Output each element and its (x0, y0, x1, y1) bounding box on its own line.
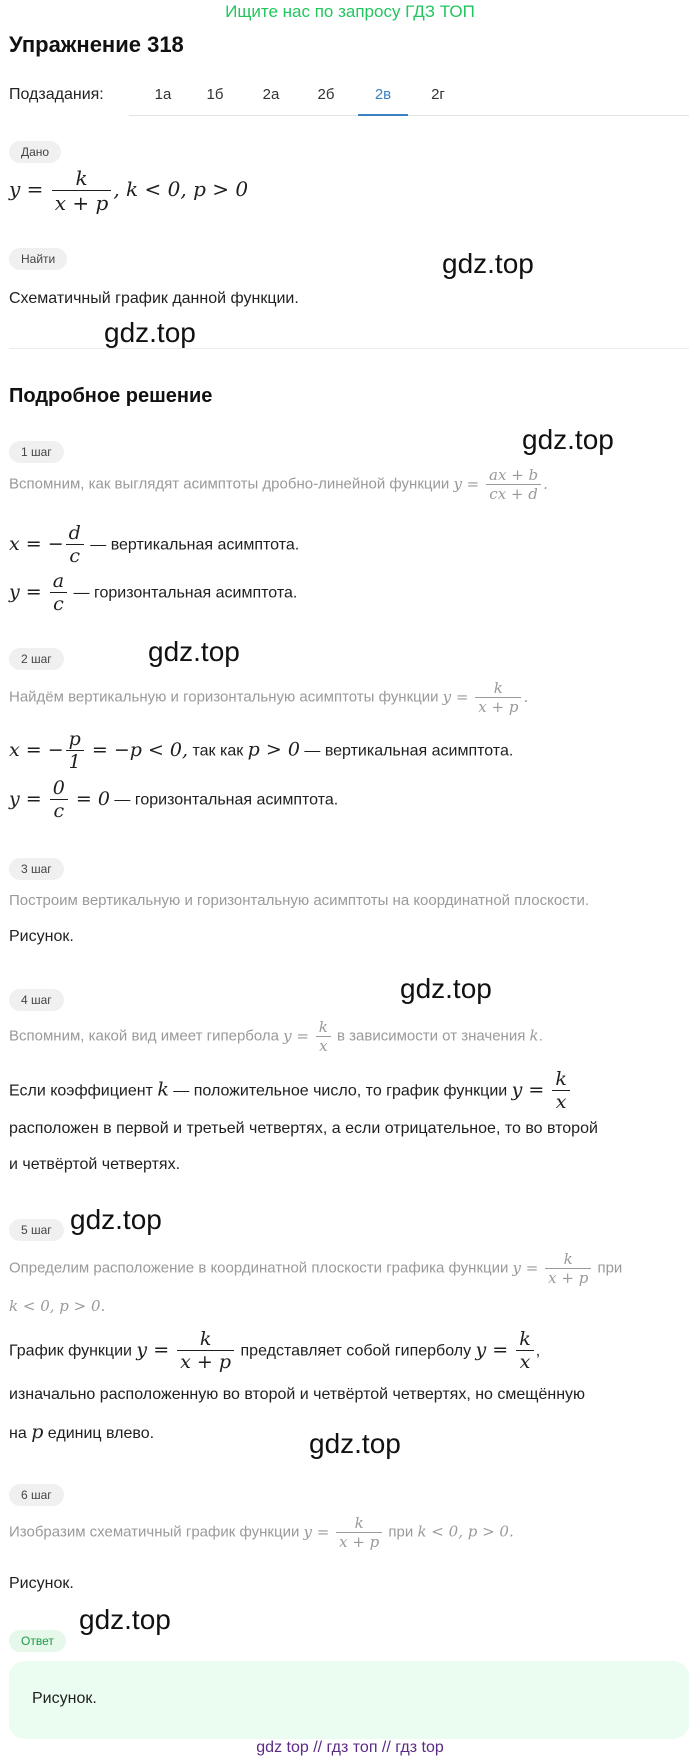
step-5-intro: Определим расположение в координатной плоскости графика функции y = $\frac{k}{x + p}$ при (9, 1250, 623, 1287)
step-4-intro: Вспомним, какой вид имеет гипербола y = $\frac{k}{x}$ в зависимости от значения k. (9, 1018, 543, 1055)
given-badge: Дано (9, 141, 61, 163)
subtasks-label: Подзадания: (9, 86, 104, 103)
watermark: gdz.top (309, 1428, 401, 1459)
step-1-intro: Вспомним, как выглядят асимптоты дробно-линейной функции y = $\frac{ax + b}{cx + d}$ . (9, 466, 548, 503)
watermark: gdz.top (442, 248, 534, 279)
step-4-paragraph-3: и четвёртой четвертях. (9, 1156, 181, 1173)
tab-2v[interactable]: 2в (374, 86, 392, 103)
step-6-text: Рисунок. (9, 1575, 74, 1592)
step-5-intro-condition: k < 0, p > 0. (9, 1297, 106, 1315)
given-formula: y = $\frac{k}{x + p}$ , k < 0, p > 0 (9, 166, 249, 215)
step-2-line-2: y = $\frac{0}{c}$ = 0 — горизонтальная асимптота. (9, 777, 339, 822)
subtask-tabs (9, 78, 689, 118)
find-badge: Найти (9, 248, 67, 270)
tab-1b[interactable]: 1б (206, 86, 224, 103)
tab-2g[interactable]: 2г (431, 86, 445, 103)
footer-links[interactable]: gdz top // гдз топ // гдз top (256, 1739, 444, 1756)
step-4-paragraph-1: Если коэффициент k — положительное число, то график функции y = $\frac{k}{x}$ (9, 1068, 572, 1113)
answer-text: Рисунок. (32, 1690, 97, 1707)
step-4-paragraph-2: расположен в первой и третьей четвертях, а если отрицательное, то во второй (9, 1120, 598, 1137)
step-2-line-1: x = − $\frac{p}{1}$ = −p < 0, так как p > 0 — вертикальная асимптота. (9, 728, 514, 773)
tab-2a[interactable]: 2а (262, 86, 280, 103)
watermark: gdz.top (70, 1204, 162, 1235)
step-3-badge: 3 шаг (9, 858, 64, 880)
solution-title: Подробное решение (9, 385, 213, 407)
find-text: Схематичный график данной функции. (9, 290, 299, 307)
watermark: gdz.top (148, 636, 240, 667)
step-5-paragraph-2: изначально расположенную во второй и четвёртой четвертях, но смещённую (9, 1386, 586, 1403)
tab-1a[interactable]: 1а (154, 86, 172, 103)
step-3-intro: Построим вертикальную и горизонтальную асимптоты на координатной плоскости. (9, 892, 590, 909)
step-2-intro: Найдём вертикальную и горизонтальную асимптоты функции y = $\frac{k}{x + p}$ . (9, 679, 529, 716)
answer-badge: Ответ (9, 1630, 66, 1652)
step-6-badge: 6 шаг (9, 1484, 64, 1506)
step-3-text: Рисунок. (9, 928, 74, 945)
step-1-line-2: y = $\frac{a}{c}$ — горизонтальная асимптота. (9, 570, 298, 615)
step-5-paragraph-1: График функции y = $\frac{k}{x + p}$ представляет собой гиперболу y = $\frac{k}{x}$ , (9, 1328, 541, 1373)
active-tab-indicator (358, 114, 408, 116)
watermark: gdz.top (104, 317, 196, 348)
watermark: gdz.top (400, 973, 492, 1004)
top-banner: Ищите нас по запросу ГДЗ ТОП (225, 2, 475, 21)
tabs-divider (129, 115, 689, 116)
step-1-badge: 1 шаг (9, 441, 64, 463)
watermark: gdz.top (522, 424, 614, 455)
answer-box (9, 1661, 689, 1739)
step-4-badge: 4 шаг (9, 989, 64, 1011)
step-5-badge: 5 шаг (9, 1219, 64, 1241)
tab-2b[interactable]: 2б (317, 86, 335, 103)
step-1-line-1: x = − $\frac{d}{c}$ — вертикальная асимптота. (9, 522, 300, 567)
step-6-intro: Изобразим схематичный график функции y = $\frac{k}{x + p}$ при k < 0, p > 0. (9, 1514, 514, 1551)
step-5-paragraph-3: на p единиц влево. (9, 1421, 155, 1443)
step-2-badge: 2 шаг (9, 648, 64, 670)
watermark: gdz.top (79, 1604, 171, 1635)
page-title: Упражнение 318 (9, 32, 184, 57)
